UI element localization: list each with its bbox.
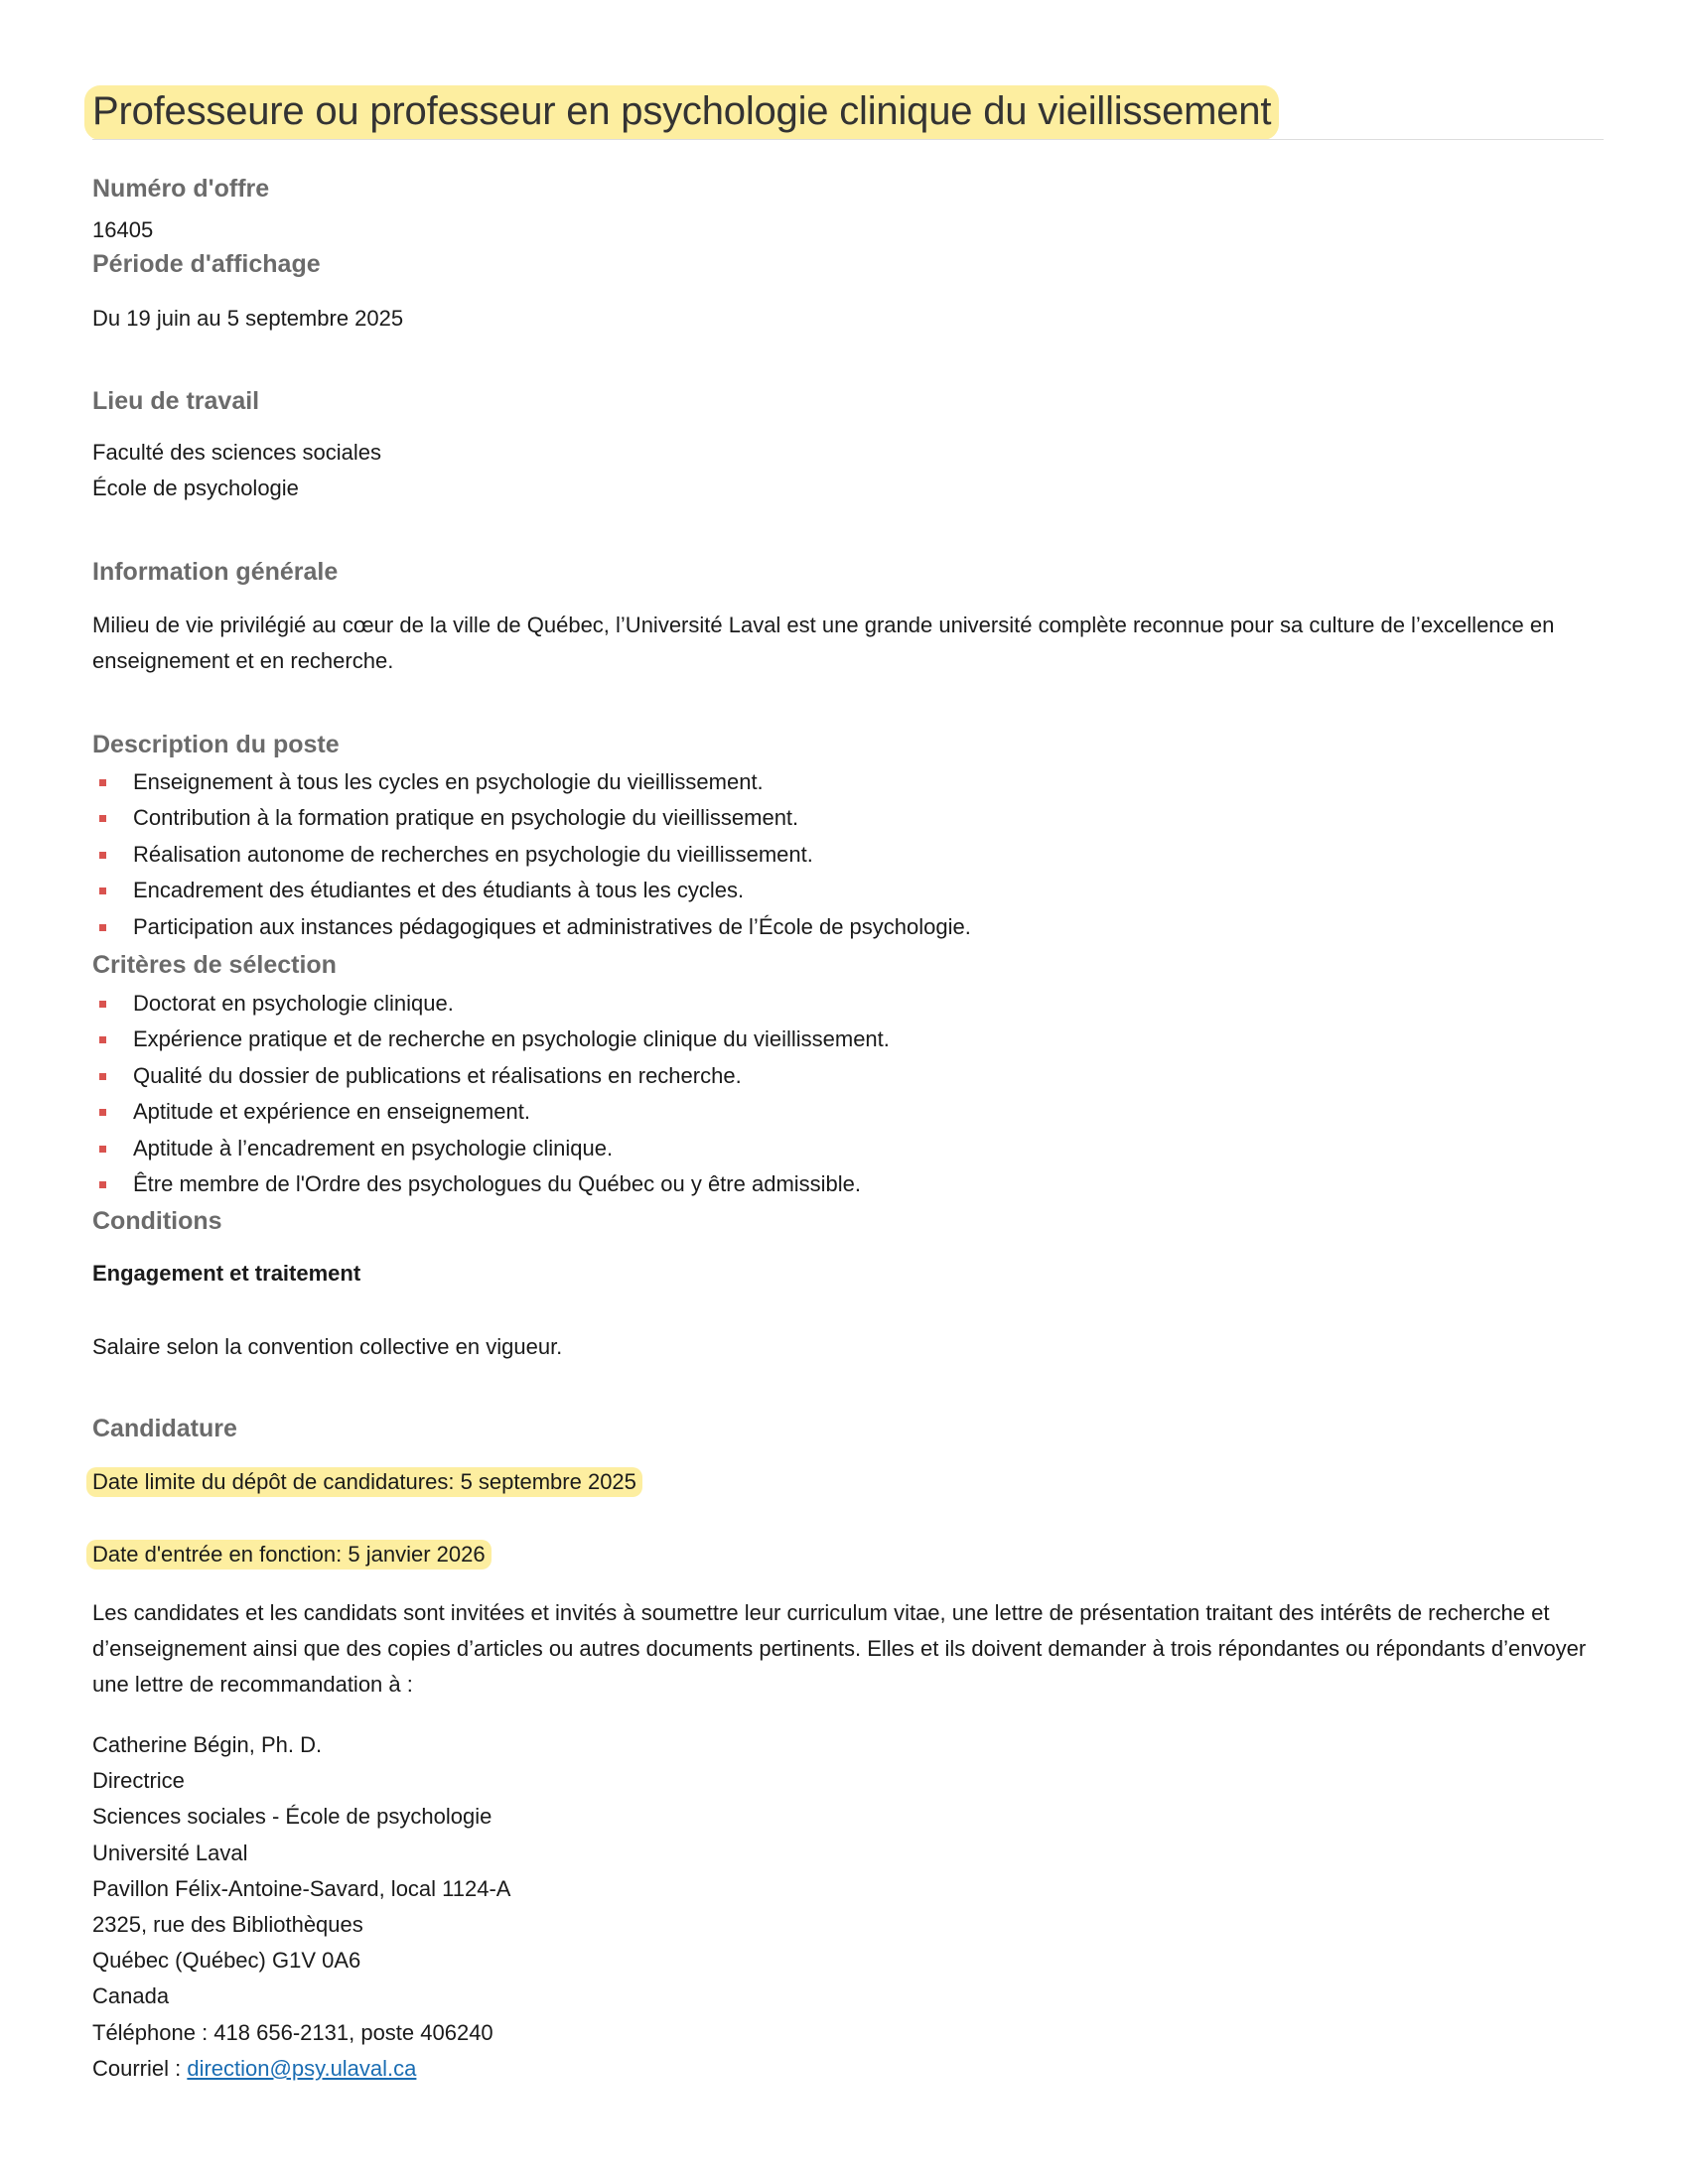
contact-street: 2325, rue des Bibliothèques xyxy=(92,1912,363,1938)
bullet-square-icon xyxy=(99,924,106,931)
contact-university: Université Laval xyxy=(92,1840,248,1865)
contact-address xyxy=(92,1727,510,2087)
contact-country: Canada xyxy=(92,1983,170,2009)
list-item: Expérience pratique et de recherche en psychologie clinique du vieillissement. xyxy=(92,1022,890,1057)
contact-building: Pavillon Félix-Antoine-Savard, local 1124-A xyxy=(92,1875,511,1901)
list-item: Participation aux instances pédagogiques et administratives de l’École de psychologie. xyxy=(92,909,971,945)
list-item: Être membre de l'Ordre des psychologues du Québec ou y être admissible. xyxy=(92,1166,890,1202)
bullet-square-icon xyxy=(99,1036,106,1043)
bullet-square-icon xyxy=(99,1146,106,1153)
title-divider xyxy=(92,139,1604,140)
workplace-label: Lieu de travail xyxy=(92,387,260,415)
bullet-square-icon xyxy=(99,887,106,894)
job-description-label: Description du poste xyxy=(92,731,340,758)
list-item: Contribution à la formation pratique en psychologie du vieillissement. xyxy=(92,800,971,836)
general-info-label: Information générale xyxy=(92,558,339,586)
job-description-list xyxy=(92,764,971,945)
bullet-square-icon xyxy=(99,1109,106,1116)
contact-name: Catherine Bégin, Ph. D. xyxy=(92,1732,323,1757)
list-item: Encadrement des étudiantes et des étudiants à tous les cycles. xyxy=(92,873,971,908)
bullet-square-icon xyxy=(99,1181,106,1188)
selection-criteria-label: Critères de sélection xyxy=(92,951,337,979)
contact-email-line xyxy=(92,2051,510,2087)
application-start-date: Date d'entrée en fonction: 5 janvier 2026 xyxy=(92,1537,492,1572)
general-info-text: Milieu de vie privilégié au cœur de la ville de Québec, l’Université Laval est une grande université complète reconnue pour sa culture de l’excellence en enseignement et en recherche. xyxy=(92,613,1555,673)
application-label: Candidature xyxy=(92,1415,237,1442)
workplace-faculty: Faculté des sciences sociales xyxy=(92,440,382,465)
list-item: Doctorat en psychologie clinique. xyxy=(92,986,890,1022)
list-item: Aptitude et expérience en enseignement. xyxy=(92,1094,890,1130)
offer-number-label: Numéro d'offre xyxy=(92,175,270,203)
conditions-label: Conditions xyxy=(92,1207,222,1235)
list-item: Réalisation autonome de recherches en psychologie du vieillissement. xyxy=(92,837,971,873)
workplace-school: École de psychologie xyxy=(92,476,299,500)
conditions-subheading: Engagement et traitement xyxy=(92,1261,361,1286)
contact-role: Directrice xyxy=(92,1768,185,1794)
conditions-salary: Salaire selon la convention collective en vigueur. xyxy=(92,1334,563,1359)
application-deadline: Date limite du dépôt de candidatures: 5 septembre 2025 xyxy=(92,1464,642,1500)
bullet-square-icon xyxy=(99,852,106,859)
bullet-square-icon xyxy=(99,779,106,786)
contact-city: Québec (Québec) G1V 0A6 xyxy=(92,1948,361,1974)
posting-period-label: Période d'affichage xyxy=(92,250,321,278)
contact-email-label: Courriel : xyxy=(92,2055,188,2081)
offer-number-value: 16405 xyxy=(92,217,154,242)
bullet-square-icon xyxy=(99,815,106,822)
selection-criteria-list xyxy=(92,986,890,1202)
list-item: Qualité du dossier de publications et réalisations en recherche. xyxy=(92,1058,890,1094)
contact-email-link[interactable]: direction@psy.ulaval.ca xyxy=(187,2055,417,2081)
list-item: Aptitude à l’encadrement en psychologie clinique. xyxy=(92,1131,890,1166)
contact-phone: Téléphone : 418 656-2131, poste 406240 xyxy=(92,2019,493,2045)
bullet-square-icon xyxy=(99,1073,106,1080)
application-instructions: Les candidates et les candidats sont invitées et invités à soumettre leur curriculum vitae, une lettre de présentation traitant des intérêts de recherche et d’enseignement ainsi que des copies d’articles ou autres documents pertinents. Elles et ils doivent demander à trois répondantes ou répondants d’envoyer une lettre de recommandation à : xyxy=(92,1600,1587,1697)
list-item: Enseignement à tous les cycles en psychologie du vieillissement. xyxy=(92,764,971,800)
bullet-square-icon xyxy=(99,1001,106,1008)
page-title: Professeure ou professeur en psychologie clinique du vieillissement xyxy=(84,85,1279,140)
contact-department: Sciences sociales - École de psychologie xyxy=(92,1804,492,1830)
posting-period-value: Du 19 juin au 5 septembre 2025 xyxy=(92,306,404,331)
